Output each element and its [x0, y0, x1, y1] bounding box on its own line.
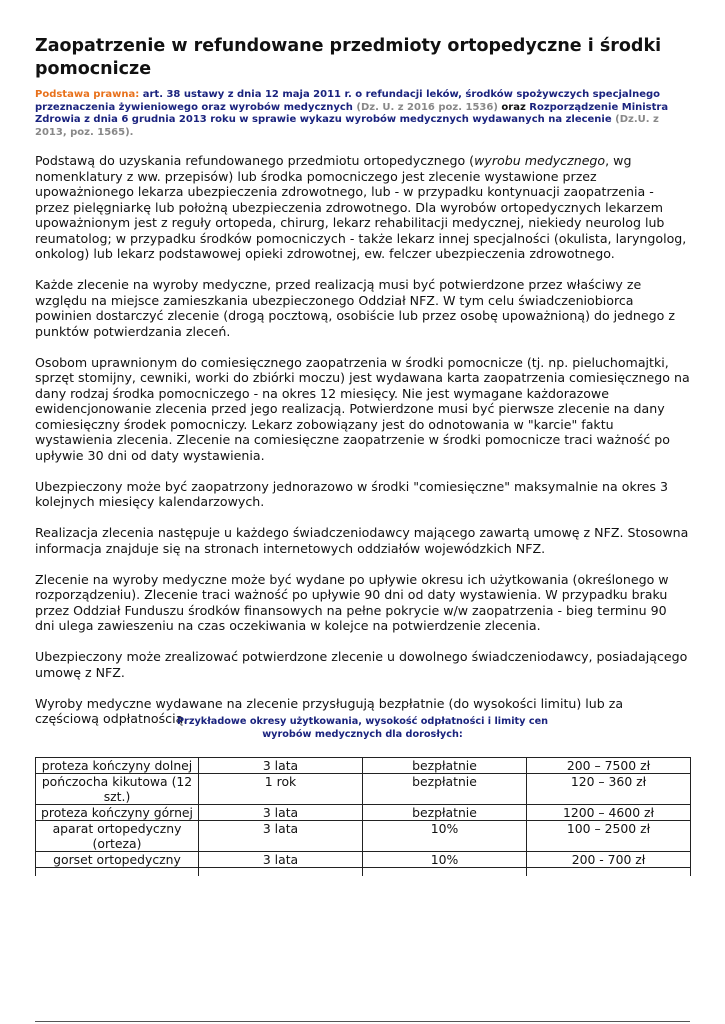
limits-table [35, 757, 691, 876]
legal-basis [35, 89, 685, 139]
act-link-1[interactable]: art. 38 ustawy z dnia 12 maja 2011 r. o refundacji leków, środków spożywczych specjalnego przeznaczenia żywieniowego oraz wyrobów medycznych [35, 89, 661, 113]
paragraph-1-start: Podstawą do uzyskania refundowanego przedmiotu ortopedycznego ( [35, 153, 475, 168]
item-cell: proteza kończyny górnej [36, 805, 199, 821]
limit-cell: 100 – 2500 zł [527, 821, 691, 852]
limit-cell: 200 – 7500 zł [527, 758, 691, 774]
table-row [36, 805, 691, 821]
item-cell: proteza kończyny dolnej [36, 758, 199, 774]
legal-conjunction: oraz [501, 101, 526, 113]
legal-basis-label: Podstawa prawna: [35, 89, 140, 100]
period-cell: 3 lata [199, 805, 363, 821]
paragraph-1 [35, 153, 690, 262]
payment-cell: bezpłatnie [363, 758, 527, 774]
paragraph-6: Zlecenie na wyroby medyczne może być wydane po upływie okresu ich użytkowania (określonego w rozporządzeniu). Zlecenie traci ważność po upływie 90 dni od daty wystawienia. W przypadku braku przez Oddział Funduszu środków finansowych na pełne pokrycie w/w zaopatrzenia - bieg terminu 90 dni ulega zawieszeniu na czas oczekiwania w kolejce na potwierdzenie zlecenia. [35, 571, 669, 633]
table-caption-line-1: Przykładowe okresy użytkowania, wysokość odpłatności i limity cen [176, 716, 549, 727]
paragraph-1-emphasis: wyrobu medycznego [474, 153, 606, 168]
paragraph-5: Realizacja zlecenia następuje u każdego świadczeniodawcy mającego zawartą umowę z NFZ. Stosowna informacja znajduje się na stronach internetowych oddziałów wojewódzkich NFZ. [35, 525, 689, 556]
empty-cell [527, 868, 691, 877]
payment-cell: bezpłatnie [363, 774, 527, 805]
table-caption [35, 715, 690, 741]
act-reference-2: (Dz.U. z 2013, poz. 1565). [35, 114, 659, 138]
footer-divider [35, 1021, 690, 1022]
empty-cell [199, 868, 363, 877]
table-row [36, 758, 691, 774]
payment-cell: bezpłatnie [363, 805, 527, 821]
limit-cell: 200 - 700 zł [527, 852, 691, 868]
article-body [35, 153, 690, 742]
paragraph-2: Każde zlecenie na wyroby medyczne, przed realizacją musi być potwierdzone przez właściwy ze względu na miejsce zamieszkania ubezpieczonego Oddział NFZ. W tym celu świadczeniobiorca powinien dostarczyć zlecenie (drogą pocztową, osobiście lub przez osobę upoważnioną) do jednego z punktów potwierdzania zleceń. [35, 277, 675, 339]
act-link-2[interactable]: Rozporządzenie Ministra Zdrowia z dnia 6 grudnia 2013 roku w sprawie wykazu wyrobów medycznych wydawanych na zlecenie [35, 101, 669, 125]
paragraph-8: Wyroby medyczne wydawane na zlecenie przysługują bezpłatnie (do wysokości limitu) lub za częściową odpłatnością. [35, 695, 624, 726]
empty-cell [36, 868, 199, 877]
period-cell: 3 lata [199, 852, 363, 868]
act-reference-1: (Dz. U. z 2016 poz. 1536) [356, 101, 498, 113]
paragraph-7: Ubezpieczony może zrealizować potwierdzone zlecenie u dowolnego świadczeniodawcy, posiadającego umowę z NFZ. [35, 649, 688, 680]
item-cell: gorset ortopedyczny [36, 852, 199, 868]
item-cell: aparat ortopedyczny (orteza) [36, 821, 199, 852]
empty-cell [363, 868, 527, 877]
payment-cell: 10% [363, 852, 527, 868]
paragraph-1-end: , wg nomenklatury z ww. przepisów) lub środka pomocniczego jest zlecenie wystawione przez upoważnionego lekarza ubezpieczenia zdrowotnego, lub - w przypadku kontynuacji zaopatrzenia - przez pielęgniarkę lub położną ubezpieczenia zdrowotnego. Dla wyrobów ortopedycznych lekarzem upoważnionym jest z reguły ortopeda, chirurg, lekarz rehabilitacji medycznej, niekiedy neurolog lub reumatolog; w przypadku środków pomocniczych - także lekarz innej specjalności (okulista, laryngolog, onkolog) lub lekarz podstawowej opieki zdrowotnej, ew. felczer ubezpieczenia zdrowotnego. [35, 153, 687, 261]
period-cell: 1 rok [199, 774, 363, 805]
period-cell: 3 lata [199, 758, 363, 774]
limit-cell: 1200 – 4600 zł [527, 805, 691, 821]
item-cell: pończocha kikutowa (12 szt.) [36, 774, 199, 805]
table-row [36, 852, 691, 868]
paragraph-3: Osobom uprawnionym do comiesięcznego zaopatrzenia w środki pomocnicze (tj. np. pieluchomajtki, sprzęt stomijny, cewniki, worki do zbiórki moczu) jest wydawana karta zaopatrzenia comiesięcznego na dany rodzaj środka pomocniczego - na okres 12 miesięcy. Nie jest wymagane każdorazowe ewidencjonowanie zlecenia przed jego realizacją. Potwierdzone musi być pierwsze zlecenie na dany comiesięczny środek pomocniczy. Lekarz zobowiązany jest do odnotowania w "karcie" faktu wystawienia zlecenia. Zlecenie na comiesięczne zaopatrzenie w środki pomocnicze traci ważność po upływie 30 dni od daty wystawienia. [35, 354, 690, 463]
period-cell: 3 lata [199, 821, 363, 852]
paragraph-4: Ubezpieczony może być zaopatrzony jednorazowo w środki "comiesięczne" maksymalnie na okres 3 kolejnych miesięcy kalendarzowych. [35, 478, 668, 509]
payment-cell: 10% [363, 821, 527, 852]
page-title: Zaopatrzenie w refundowane przedmioty ortopedyczne i środki pomocnicze [35, 36, 662, 79]
limit-cell: 120 – 360 zł [527, 774, 691, 805]
table-row [36, 774, 691, 805]
table-caption-line-2: wyrobów medycznych dla dorosłych: [262, 729, 463, 740]
table-row [36, 821, 691, 852]
table-row-empty [36, 868, 691, 877]
